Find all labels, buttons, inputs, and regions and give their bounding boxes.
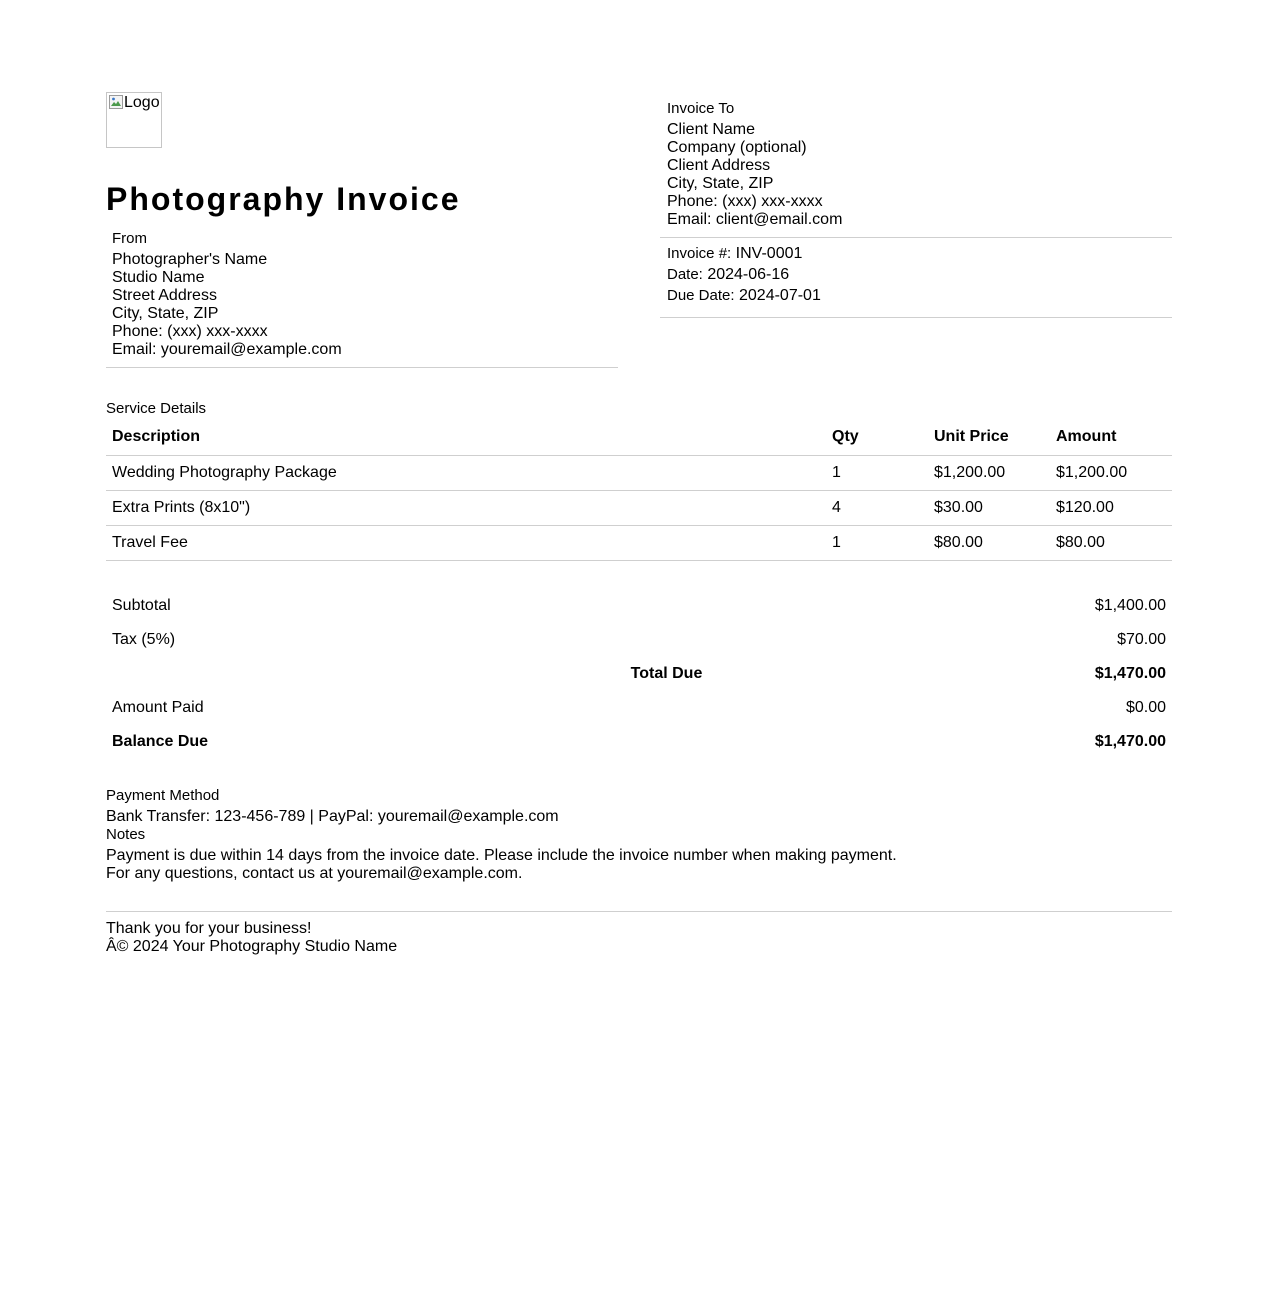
from-street: Street Address — [112, 287, 217, 304]
balance-due-row — [106, 724, 1172, 758]
column-header-amount: Amount — [1050, 420, 1172, 455]
from-label: From — [112, 230, 147, 247]
item-unit-price: $30.00 — [928, 490, 1050, 525]
item-amount: $1,200.00 — [1050, 455, 1172, 490]
from-city: City, State, ZIP — [112, 305, 219, 322]
invoice-date-label: Date: — [667, 266, 703, 283]
service-table — [106, 420, 1172, 561]
table-header-row — [106, 420, 1172, 455]
tax-value: $70.00 — [1117, 631, 1166, 648]
amount-paid-row — [106, 690, 1172, 724]
invoice-number-row — [667, 245, 1172, 266]
total-due-label: Total Due — [630, 665, 703, 682]
item-description: Extra Prints (8x10") — [106, 490, 826, 525]
notes-label: Notes — [106, 826, 146, 843]
subtotal-row — [106, 588, 1172, 622]
client-address: Client Address — [667, 157, 771, 174]
payment-method-text: Bank Transfer: 123-456-789 | PayPal: youremail@example.com — [106, 808, 559, 825]
client-email: Email: client@email.com — [667, 211, 843, 228]
item-unit-price: $1,200.00 — [928, 455, 1050, 490]
subtotal-value: $1,400.00 — [1094, 597, 1166, 614]
invoice-to-section — [660, 100, 1172, 238]
payment-method-label: Payment Method — [106, 787, 220, 804]
from-name: Photographer's Name — [112, 251, 268, 268]
column-header-qty: Qty — [826, 420, 928, 455]
client-name: Client Name — [667, 121, 756, 138]
column-header-description: Description — [106, 420, 826, 455]
copyright-text: Â© 2024 Your Photography Studio Name — [106, 938, 398, 955]
logo-alt-text: Logo — [124, 94, 160, 111]
invoice-to-label: Invoice To — [667, 100, 735, 117]
from-email: Email: youremail@example.com — [112, 341, 342, 358]
item-qty: 4 — [826, 490, 928, 525]
invoice-title: Photography Invoice — [106, 181, 461, 217]
table-row — [106, 455, 1172, 490]
subtotal-label: Subtotal — [112, 597, 171, 614]
amount-paid-value: $0.00 — [1125, 699, 1166, 716]
tax-row — [106, 622, 1172, 656]
logo — [106, 92, 162, 148]
due-date: 2024-07-01 — [739, 287, 821, 304]
footer — [106, 911, 1172, 956]
due-date-row — [667, 287, 1172, 308]
tax-label: Tax (5%) — [112, 631, 176, 648]
from-section — [106, 230, 618, 368]
thank-you-text: Thank you for your business! — [106, 920, 312, 937]
invoice-meta — [660, 245, 1172, 318]
item-unit-price: $80.00 — [928, 525, 1050, 560]
balance-due-value: $1,470.00 — [1094, 733, 1166, 750]
balance-due-label: Balance Due — [112, 733, 209, 750]
item-qty: 1 — [826, 525, 928, 560]
broken-image-icon — [109, 95, 123, 109]
from-phone: Phone: (xxx) xxx-xxxx — [112, 323, 268, 340]
item-description: Travel Fee — [106, 525, 826, 560]
item-qty: 1 — [826, 455, 928, 490]
notes-text — [106, 847, 897, 883]
item-amount: $80.00 — [1050, 525, 1172, 560]
client-city: City, State, ZIP — [667, 175, 774, 192]
column-header-unit-price: Unit Price — [928, 420, 1050, 455]
notes-line: Payment is due within 14 days from the invoice date. Please include the invoice number when making payment. — [106, 847, 897, 864]
invoice-number-label: Invoice #: — [667, 245, 732, 262]
invoice-date: 2024-06-16 — [707, 266, 790, 283]
item-description: Wedding Photography Package — [106, 455, 826, 490]
totals-section — [106, 588, 1172, 758]
item-amount: $120.00 — [1050, 490, 1172, 525]
table-row — [106, 525, 1172, 560]
total-due-row — [106, 656, 1172, 690]
table-row — [106, 490, 1172, 525]
amount-paid-label: Amount Paid — [112, 699, 204, 716]
notes-line: For any questions, contact us at youremail@example.com. — [106, 865, 523, 882]
invoice-date-row — [667, 266, 1172, 287]
from-studio: Studio Name — [112, 269, 205, 286]
client-phone: Phone: (xxx) xxx-xxxx — [667, 193, 823, 210]
client-company: Company (optional) — [667, 139, 807, 156]
total-due-value: $1,470.00 — [1094, 665, 1166, 682]
service-details-label: Service Details — [106, 400, 207, 417]
due-date-label: Due Date: — [667, 287, 735, 304]
invoice-number: INV-0001 — [735, 245, 803, 262]
